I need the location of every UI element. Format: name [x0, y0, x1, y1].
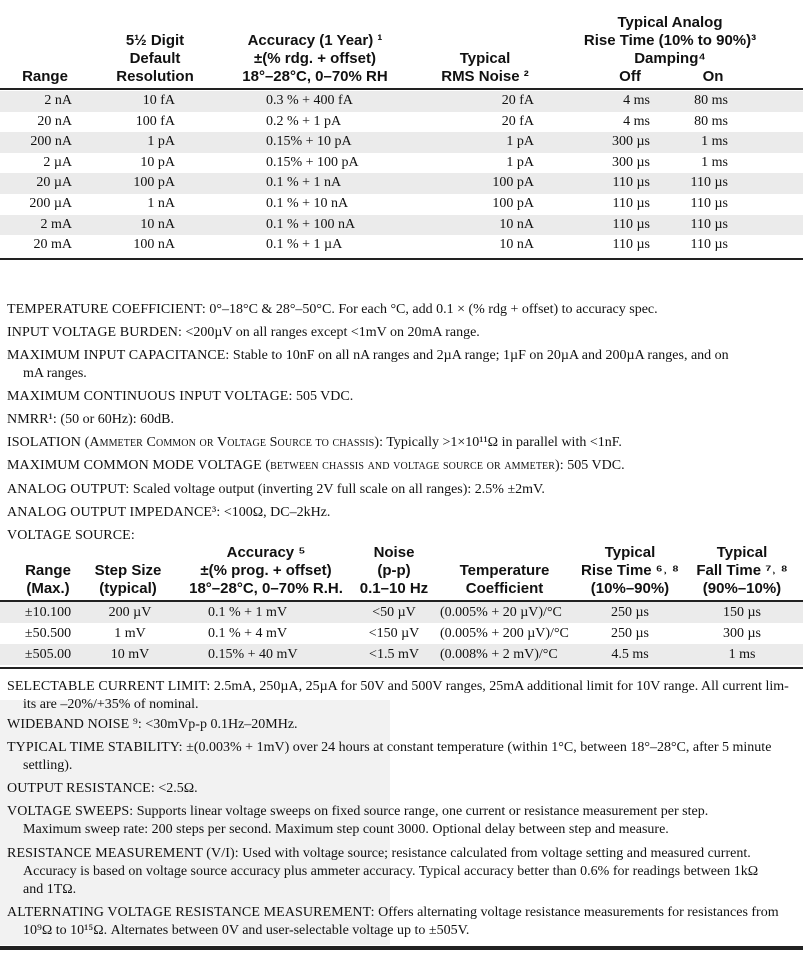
cell-acc: 0.1 % + 1 nA	[266, 175, 342, 191]
cell-noise: 1 pA	[506, 134, 534, 150]
spec-label: OUTPUT RESISTANCE:	[7, 781, 155, 796]
table-row	[0, 132, 803, 153]
spec-text: <30mVp-p 0.1Hz–20MHz.	[141, 717, 298, 732]
cell-off: 110 µs	[612, 216, 650, 232]
header-resolution: 5½ Digit Default Resolution	[116, 32, 194, 85]
cell-on: 80 ms	[694, 93, 728, 108]
header-damping-on: On	[702, 68, 724, 85]
cell-acc: 0.15% + 40 mV	[208, 647, 298, 662]
cell-range: 20 µA	[36, 175, 72, 191]
cell-on: 1 ms	[701, 154, 728, 170]
cell-res: 1 pA	[147, 134, 175, 150]
header-vs-noise: Noise (p-p) 0.1–10 Hz	[359, 544, 429, 597]
spec-item	[7, 504, 795, 522]
cell-noise: 100 pA	[492, 175, 534, 191]
cell-res: 10 nA	[140, 216, 175, 232]
header-vs-accuracy: Accuracy ⁵ ±(% prog. + offset) 18°–28°C, 0–70% R.H.	[189, 544, 343, 597]
spec-label: SELECTABLE CURRENT LIMIT:	[7, 679, 211, 694]
cell-res: 100 nA	[133, 237, 175, 253]
cell-acc: 0.1 % + 1 µA	[266, 237, 343, 253]
cell-noise: 20 fA	[501, 113, 534, 129]
spec-label: TYPICAL TIME STABILITY:	[7, 740, 183, 755]
cell-acc: 0.1 % + 100 nA	[266, 216, 356, 232]
spec-label: VOLTAGE SOURCE:	[7, 528, 135, 543]
cell-noise: 10 nA	[499, 237, 534, 253]
cell-range: 200 nA	[30, 134, 72, 150]
spec-label: ISOLATION (Ammeter Common or Voltage Source to chassis):	[7, 435, 384, 450]
table-rule	[0, 88, 803, 90]
spec-text: Offers alternating voltage resistance measurements for resistances from	[374, 905, 779, 920]
cell-off: 110 µs	[612, 195, 650, 211]
cell-off: 300 µs	[611, 134, 650, 150]
cell-noise: <50 µV	[372, 605, 416, 620]
spec-label: MAXIMUM COMMON MODE VOLTAGE (between chassis and voltage source or ammeter):	[7, 458, 564, 473]
spec-text: Used with voltage source; resistance calculated from voltage setting and measured current.	[238, 846, 751, 861]
spec-item	[7, 434, 795, 452]
cell-range: 2 nA	[44, 93, 72, 108]
cell-acc: 0.3 % + 400 fA	[266, 93, 353, 108]
cell-off: 4 ms	[623, 113, 650, 129]
cell-step: 1 mV	[114, 626, 146, 641]
cell-acc: 0.15% + 100 pA	[266, 154, 359, 170]
header-vs-fall: Typical Fall Time ⁷˒ ⁸ (90%–10%)	[696, 544, 788, 597]
cell-rise: 4.5 ms	[611, 647, 649, 662]
spec-item	[7, 678, 795, 714]
spec-continuation: Maximum sweep rate: 200 steps per second. Maximum step count 3000. Optional delay between step and measure.	[23, 822, 669, 837]
spec-item	[7, 527, 795, 545]
ammeter-rows	[0, 91, 803, 256]
header-vs-step: Step Size (typical)	[94, 562, 162, 597]
spec-item	[7, 388, 795, 406]
header-rise-time: Typical Analog Rise Time (10% to 90%)³ Damping⁴	[583, 14, 757, 67]
spec-item	[7, 411, 795, 429]
cell-step: 10 mV	[110, 647, 150, 662]
cell-fall: 1 ms	[728, 647, 756, 662]
table-row	[0, 91, 803, 112]
cell-off: 110 µs	[612, 237, 650, 253]
header-range: Range	[22, 68, 68, 85]
cell-noise: 10 nA	[499, 216, 534, 232]
spec-label: ALTERNATING VOLTAGE RESISTANCE MEASUREMENT:	[7, 905, 375, 920]
cell-acc: 0.15% + 10 pA	[266, 134, 352, 150]
table-row	[0, 215, 803, 236]
cell-acc: 0.2 % + 1 pA	[266, 113, 342, 129]
spec-text: Stable to 10nF on all nA ranges and 2µA range; 1µF on 20µA and 200µA ranges, and on	[229, 348, 729, 363]
cell-on: 80 ms	[694, 113, 728, 129]
spec-text: 0°–18°C & 28°–50°C. For each °C, add 0.1 × (% rdg + offset) to accuracy spec.	[205, 302, 658, 317]
spec-text: ±(0.003% + 1mV) over 24 hours at constant temperature (within 1°C, between 18°–28°C, after 5 minute	[182, 740, 772, 755]
cell-step: 200 µV	[108, 605, 152, 620]
header-accuracy: Accuracy (1 Year) ¹ ±(% rdg. + offset) 18°–28°C, 0–70% RH	[242, 32, 388, 85]
cell-res: 100 fA	[135, 113, 175, 129]
spec-text: 505 VDC.	[563, 458, 625, 473]
cell-range: 2 mA	[40, 216, 72, 232]
cell-temp: (0.005% + 20 µV)/°C	[440, 605, 562, 620]
spec-label: WIDEBAND NOISE ⁹:	[7, 717, 142, 732]
spec-label: ANALOG OUTPUT IMPEDANCE³:	[7, 505, 221, 520]
spec-text: Scaled voltage output (inverting 2V full scale on all ranges): 2.5% ±2mV.	[129, 482, 545, 497]
spec-item	[7, 780, 795, 798]
cell-noise: 1 pA	[506, 154, 534, 170]
cell-rise: 250 µs	[610, 605, 649, 620]
spec-item	[7, 481, 795, 499]
cell-on: 110 µs	[690, 195, 728, 211]
cell-acc: 0.1 % + 1 mV	[208, 605, 288, 620]
cell-noise: <150 µV	[368, 626, 420, 641]
spec-continuation: 10⁹Ω to 10¹⁵Ω. Alternates between 0V and user-selectable voltage up to ±505V.	[23, 923, 470, 938]
spec-label: INPUT VOLTAGE BURDEN:	[7, 325, 182, 340]
cell-res: 10 fA	[142, 93, 175, 108]
cell-on: 110 µs	[690, 216, 728, 232]
spec-text: Typically >1×10¹¹Ω in parallel with <1nF.	[383, 435, 622, 450]
cell-res: 10 pA	[140, 154, 175, 170]
table-rule	[0, 258, 803, 260]
table-row	[0, 644, 803, 665]
cell-res: 1 nA	[147, 195, 175, 211]
spec-item	[7, 904, 795, 940]
cell-acc: 0.1 % + 4 mV	[208, 626, 288, 641]
cell-range: 2 µA	[43, 154, 72, 170]
cell-noise: 100 pA	[492, 195, 534, 211]
spec-continuation: Accuracy is based on voltage source accuracy plus ammeter accuracy. Typical accuracy better than 0.6% for readings between 1kΩ	[23, 864, 759, 879]
spec-item	[7, 845, 795, 899]
spec-item	[7, 716, 795, 734]
spec-label: VOLTAGE SWEEPS:	[7, 804, 134, 819]
spec-text: 2.5mA, 250µA, 25µA for 50V and 500V ranges, 25mA additional limit for 10V range. All current lim-	[210, 679, 789, 694]
table-row	[0, 153, 803, 174]
cell-off: 110 µs	[612, 175, 650, 191]
cell-range: ±505.00	[24, 647, 72, 662]
spec-text: <200µV on all ranges except <1mV on 20mA range.	[181, 325, 480, 340]
spec-text: 505 VDC.	[292, 389, 354, 404]
cell-range: 20 mA	[33, 237, 72, 253]
spec-text: (50 or 60Hz): 60dB.	[56, 412, 174, 427]
spec-item	[7, 803, 795, 839]
cell-on: 110 µs	[690, 175, 728, 191]
spec-label: MAXIMUM CONTINUOUS INPUT VOLTAGE:	[7, 389, 293, 404]
spec-label: NMRR¹:	[7, 412, 57, 427]
cell-temp: (0.008% + 2 mV)/°C	[440, 647, 558, 662]
cell-temp: (0.005% + 200 µV)/°C	[440, 626, 569, 641]
spec-label: ANALOG OUTPUT:	[7, 482, 130, 497]
spec-continuation: its are –20%/+35% of nominal.	[23, 697, 199, 712]
cell-noise: 20 fA	[501, 93, 534, 108]
cell-range: 20 nA	[37, 113, 72, 129]
table-row	[0, 194, 803, 215]
page-bottom-rule	[0, 946, 803, 950]
spec-continuation: and 1TΩ.	[23, 882, 77, 897]
cell-fall: 300 µs	[722, 626, 761, 641]
spec-text: <100Ω, DC–2kHz.	[220, 505, 331, 520]
header-vs-tempco: Temperature Coefficient	[459, 562, 550, 597]
table-row	[0, 235, 803, 256]
cell-range: 200 µA	[29, 195, 72, 211]
cell-range: ±50.500	[24, 626, 72, 641]
spec-item	[7, 739, 795, 775]
table-rule	[0, 667, 803, 669]
spec-item	[7, 457, 795, 475]
spec-item	[7, 324, 795, 342]
spec-label: RESISTANCE MEASUREMENT (V/I):	[7, 846, 239, 861]
header-vs-rise: Typical Rise Time ⁶˒ ⁸ (10%–90%)	[581, 544, 679, 597]
spec-continuation: settling).	[23, 758, 73, 773]
spec-item	[7, 347, 795, 383]
cell-res: 100 pA	[133, 175, 175, 191]
spec-text: <2.5Ω.	[154, 781, 198, 796]
spec-label: MAXIMUM INPUT CAPACITANCE:	[7, 348, 230, 363]
spec-continuation: mA ranges.	[23, 366, 87, 381]
cell-fall: 150 µs	[722, 605, 761, 620]
table-row	[0, 623, 803, 644]
header-damping-off: Off	[619, 68, 641, 85]
table-row	[0, 112, 803, 133]
cell-range: ±10.100	[24, 605, 72, 620]
table-row	[0, 602, 803, 623]
table-row	[0, 173, 803, 194]
cell-on: 110 µs	[690, 237, 728, 253]
spec-label: TEMPERATURE COEFFICIENT:	[7, 302, 206, 317]
cell-noise: <1.5 mV	[369, 647, 419, 662]
cell-rise: 250 µs	[610, 626, 649, 641]
cell-acc: 0.1 % + 10 nA	[266, 195, 349, 211]
spec-text: Supports linear voltage sweeps on fixed source range, one current or resistance measurement per step.	[133, 804, 709, 819]
header-rms-noise: Typical RMS Noise ²	[441, 50, 529, 85]
cell-on: 1 ms	[701, 134, 728, 150]
spec-item	[7, 301, 795, 319]
cell-off: 4 ms	[623, 93, 650, 108]
header-vs-range: Range (Max.)	[25, 562, 71, 597]
cell-off: 300 µs	[611, 154, 650, 170]
